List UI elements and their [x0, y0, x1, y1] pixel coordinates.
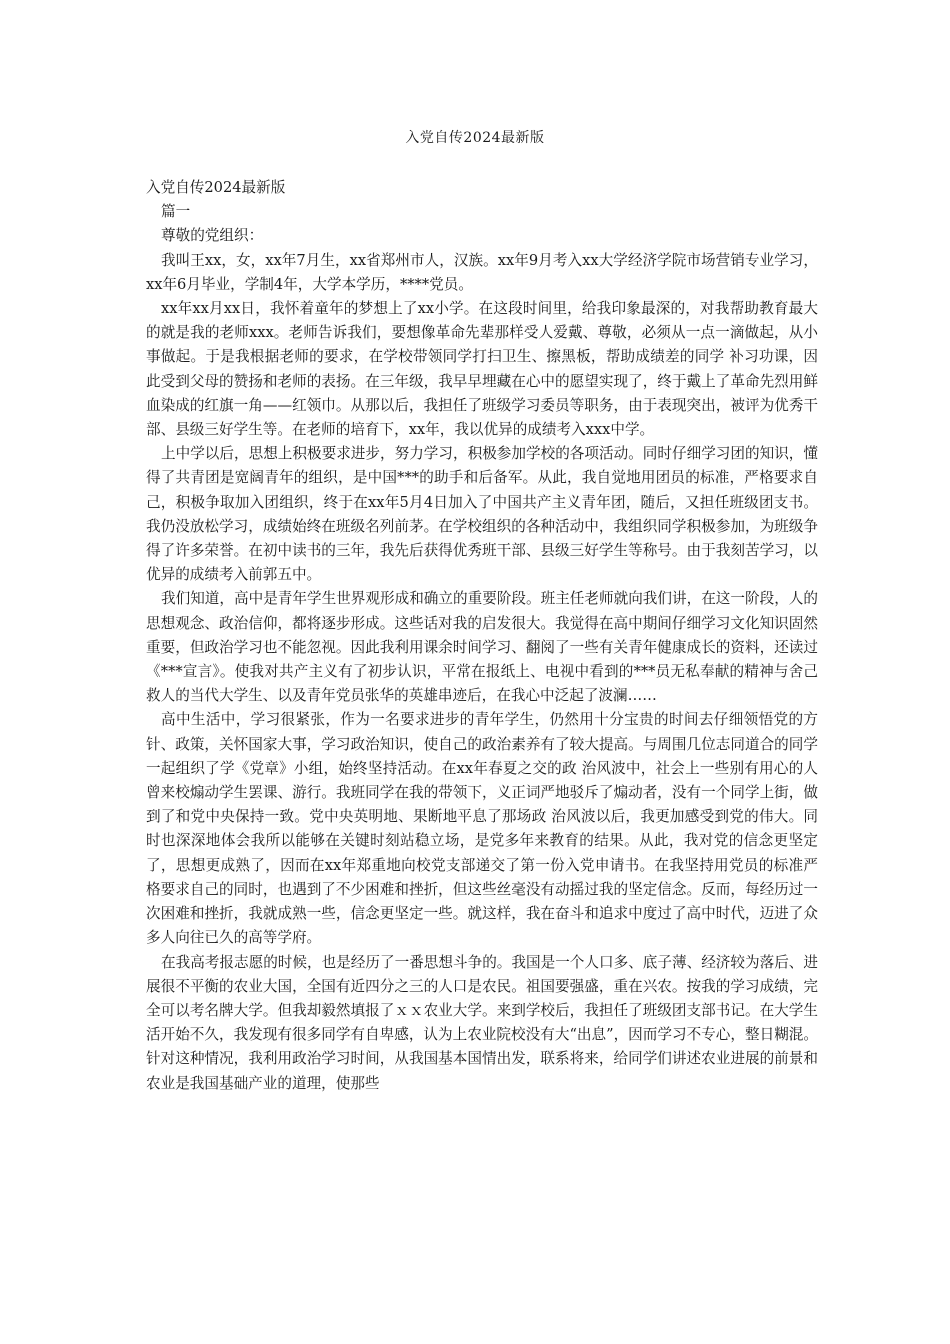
paragraph-middle-school: 上中学以后，思想上积极要求进步，努力学习，积极参加学校的各项活动。同时仔细学习团的知识，懂得了共青团是宽阔青年的组织，是中国***的助手和后备军。从此，我自觉地用团员的标准，严格要求自己，积极争取加入团组织，终于在xx年5月4日加入了中国共产主义青年团，随后，又担任班级团支书。我仍没放松学习，成绩始终在班级名列前茅。在学校组织的各种活动中，我组织同学积极参加，为班级争得了许多荣誉。在初中读书的三年，我先后获得优秀班干部、县级三好学生等称号。由于我刻苦学习，以优异的成绩考入前郭五中。 — [146, 445, 818, 584]
paragraph-intro: 我叫王xx，女，xx年7月生，xx省郑州市人，汉族。xx年9月考入xx大学经济学院市场营销专业学习，xx年6月毕业，学制4年，大学本学历，****党员。 — [146, 251, 818, 293]
salutation: 尊敬的党组织： — [161, 227, 264, 245]
document-subtitle: 入党自传2024最新版 — [146, 179, 286, 196]
paragraph-high-school-worldview: 我们知道，高中是青年学生世界观形成和确立的重要阶段。班主任老师就向我们讲，在这一阶段，人的思想观念、政治信仰，都将逐步形成。这些话对我的启发很大。我觉得在高中期间仔细学习文化知识固然重要，但政治学习也不能忽视。因此我利用课余时间学习、翻阅了一些有关青年健康成长的资料，还读过《***宣言》。使我对共产主义有了初步认识，平常在报纸上、电视中看到的***员无私奉献的精神与舍己救人的当代大学生、以及青年党员张华的英雄串迹后，在我心中泛起了波澜…… — [146, 590, 818, 705]
paragraph-college-choice: 在我高考报志愿的时候，也是经历了一番思想斗争的。我国是一个人口多、底子薄、经济较为落后、进展很不平衡的农业大国，全国有近四分之三的人口是农民。祖国要强盛，重在兴农。按我的学习成绩，完全可以考名牌大学。但我却毅然填报了ｘｘ农业大学。来到学校后，我担任了班级团支部书记。在大学生活开始不久，我发现有很多同学有自卑感，认为上农业院校没有大“出息”，因而学习不专心，整日糊混。针对这种情况，我利用政治学习时间，从我国基本国情出发，联系将来，给同学们讲述农业进展的前景和农业是我国基础产业的道理，使那些 — [146, 953, 818, 1092]
section-heading: 篇一 — [161, 203, 191, 221]
paragraph-high-school-life: 高中生活中，学习很紧张，作为一名要求进步的青年学生，仍然用十分宝贵的时间去仔细领悟党的方针、政策，关怀国家大事，学习政治知识，使自己的政治素养有了较大提高。与周围几位志同道合的同学一起组织了学《党章》小组，始终坚持活动。在xx年春夏之交的政 治风波中，社会上一些别有用心的人曾来校煽动学生罢课、游行。我班同学在我的带领下，义正词严地驳斥了煽动者，没有一个同学上街，做到了和党中央保持一致。党中央英明地、果断地平息了那场政 治风波以后，我更加感受到党的伟大。同时也深深地体会我所以能够在关键时刻站稳立场，是党多年来教育的结果。从此，我对党的信念更坚定了，思想更成熟了，因而在xx年郑重地向校党支部递交了第一份入党申请书。在我坚持用党员的标准严格要求自己的同时，也遇到了不少困难和挫折，但这些丝毫没有动摇过我的坚定信念。反而，每经历过一次困难和挫折，我就成熟一些，信念更坚定一些。就这样，我在奋斗和追求中度过了高中时代，迈进了众多人向往已久的高等学府。 — [146, 711, 818, 947]
document-body — [146, 176, 818, 1096]
paragraph-primary-school: xx年xx月xx日，我怀着童年的梦想上了xx小学。在这段时间里，给我印象最深的，对我帮助教育最大的就是我的老师xxx。老师告诉我们，要想像革命先辈那样受人爱戴、尊敬，必须从一点一滴做起，从小事做起。于是我根据老师的要求，在学校带领同学打扫卫生、擦黑板，帮助成绩差的同学 补习功课，因此受到父母的赞扬和老师的表扬。在三年级，我早早埋藏在心中的愿望实现了，终于戴上了革命先烈用鲜血染成的红旗一角——红领巾。从那以后，我担任了班级学习委员等职务，由于表现突出，被评为优秀干部、县级三好学生等。在老师的培育下，xx年，我以优异的成绩考入xxx中学。 — [146, 300, 818, 439]
document-title: 入党自传2024最新版 — [405, 130, 545, 146]
